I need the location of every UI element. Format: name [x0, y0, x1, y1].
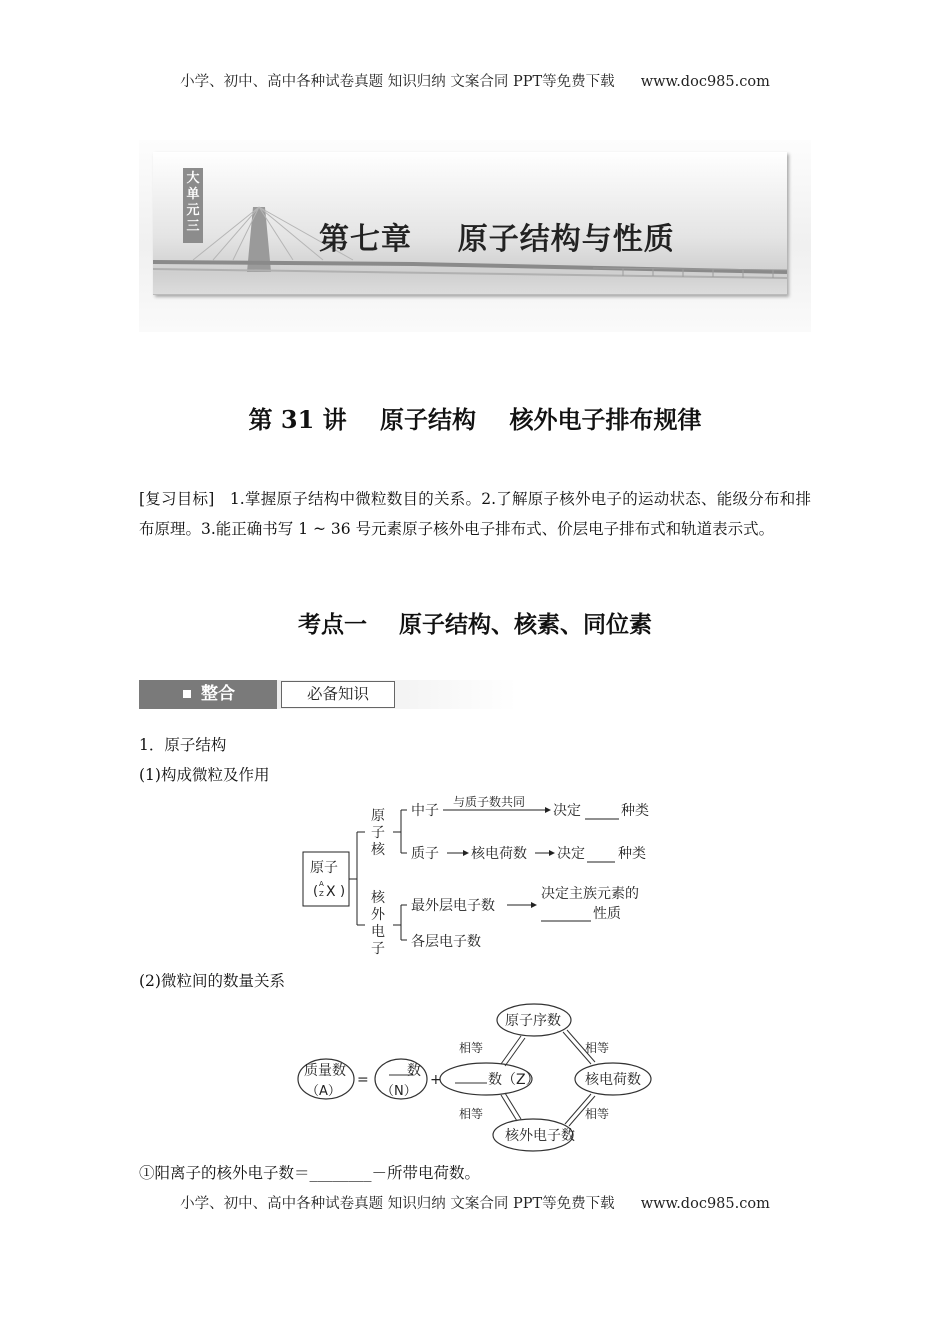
neutron-arrow-label: 与质子数共同 — [453, 795, 526, 809]
header-text: 小学、初中、高中各种试卷真题 知识归纳 文案合同 PPT等免费下载 — [180, 74, 615, 90]
connector — [501, 1036, 525, 1066]
proton-label: 质子 — [411, 846, 439, 862]
connector — [501, 1093, 521, 1121]
review-goals — [139, 484, 811, 544]
footer-url[interactable]: www.doc985.com — [640, 1196, 770, 1212]
nucleus-char-1: 原 — [371, 808, 385, 824]
svg-text:+: + — [430, 1072, 442, 1088]
section-bar — [139, 680, 517, 709]
banner-panel — [153, 152, 787, 295]
section-bar-light-label: 必备知识 — [281, 681, 395, 708]
equal-label: 相等 — [585, 1041, 610, 1055]
item-1-1-heading: (1)构成微粒及作用 — [139, 766, 270, 784]
section-bar-dark-label: 整合 — [201, 684, 235, 704]
unit-tag — [183, 168, 203, 243]
unit-label: 大单元三 — [186, 171, 200, 234]
particle-relation-diagram — [295, 1000, 665, 1152]
atom-composition-diagram — [295, 790, 675, 960]
section-title: 考点一 原子结构、核素、同位素 — [297, 611, 653, 638]
neutron-label: 中子 — [411, 803, 439, 819]
equal-label: 相等 — [459, 1041, 484, 1055]
equal-label: 相等 — [585, 1107, 610, 1121]
svg-text:A: A — [319, 880, 324, 888]
page-footer — [0, 1192, 950, 1213]
svg-text:=: = — [357, 1072, 369, 1088]
mass-number-label: 质量数 — [304, 1063, 346, 1079]
footer-text: 小学、初中、高中各种试卷真题 知识归纳 文案合同 PPT等免费下载 — [180, 1196, 615, 1212]
square-bullet-icon — [183, 690, 191, 698]
nucleus-char-3: 核 — [371, 842, 385, 858]
goals-text: 1.掌握原子结构中微粒数目的关系。2.了解原子核外电子的运动状态、能级分布和排布原理。3.能正确书写 1 ~ 36 号元素原子核外电子排布式、价层电子排布式和轨道表示式。 — [139, 490, 811, 538]
lecture-title: 第 31 讲 原子结构 核外电子排布规律 — [248, 405, 702, 434]
proton-result: 决定 — [557, 846, 585, 862]
chapter-banner — [139, 140, 811, 332]
nuclear-charge-label: 核电荷数 — [471, 846, 527, 862]
outer-result-line2: 性质 — [593, 906, 621, 922]
svg-text:): ) — [340, 884, 346, 899]
outer-electron-label: 最外层电子数 — [411, 898, 495, 914]
item-1-2-1-text: ①阳离子的核外电子数＝________－所带电荷数。 — [139, 1164, 481, 1182]
goals-label: [复习目标] — [139, 490, 215, 508]
neutron-tail: 种类 — [621, 803, 649, 819]
atom-label: 原子 — [310, 860, 338, 876]
svg-text:(: ( — [313, 884, 319, 899]
electron-char-3: 电 — [371, 924, 385, 940]
element-symbol: X — [326, 884, 336, 900]
outer-result-line1: 决定主族元素的 — [541, 886, 639, 902]
nucleus-char-2: 子 — [371, 825, 385, 841]
section-bar-dark — [139, 680, 277, 709]
neutron-number-label: 数 — [407, 1063, 421, 1079]
nuclear-charge-label-2: 核电荷数 — [585, 1072, 641, 1088]
atomic-number-label: 原子序数 — [505, 1013, 561, 1029]
electron-char-1: 核 — [371, 890, 385, 906]
electron-char-4: 子 — [371, 941, 385, 957]
svg-text:Z: Z — [319, 890, 324, 898]
proton-tail: 种类 — [618, 846, 646, 862]
chapter-title: 第七章 原子结构与性质 — [319, 222, 675, 257]
electron-char-2: 外 — [371, 907, 385, 923]
neutron-result: 决定 — [553, 803, 581, 819]
item-1-2-heading: (2)微粒间的数量关系 — [139, 972, 285, 990]
layer-electron-label: 各层电子数 — [411, 934, 481, 950]
item-1-heading: 1．原子结构 — [139, 736, 227, 754]
electron-count-label: 核外电子数 — [505, 1128, 575, 1144]
neutron-symbol: （N） — [381, 1084, 417, 1099]
header-url[interactable]: www.doc985.com — [640, 74, 770, 90]
proton-number-label: 数（Z） — [488, 1072, 540, 1088]
page-header — [0, 70, 950, 91]
mass-number-symbol: （A） — [306, 1084, 341, 1099]
equal-label: 相等 — [459, 1107, 484, 1121]
